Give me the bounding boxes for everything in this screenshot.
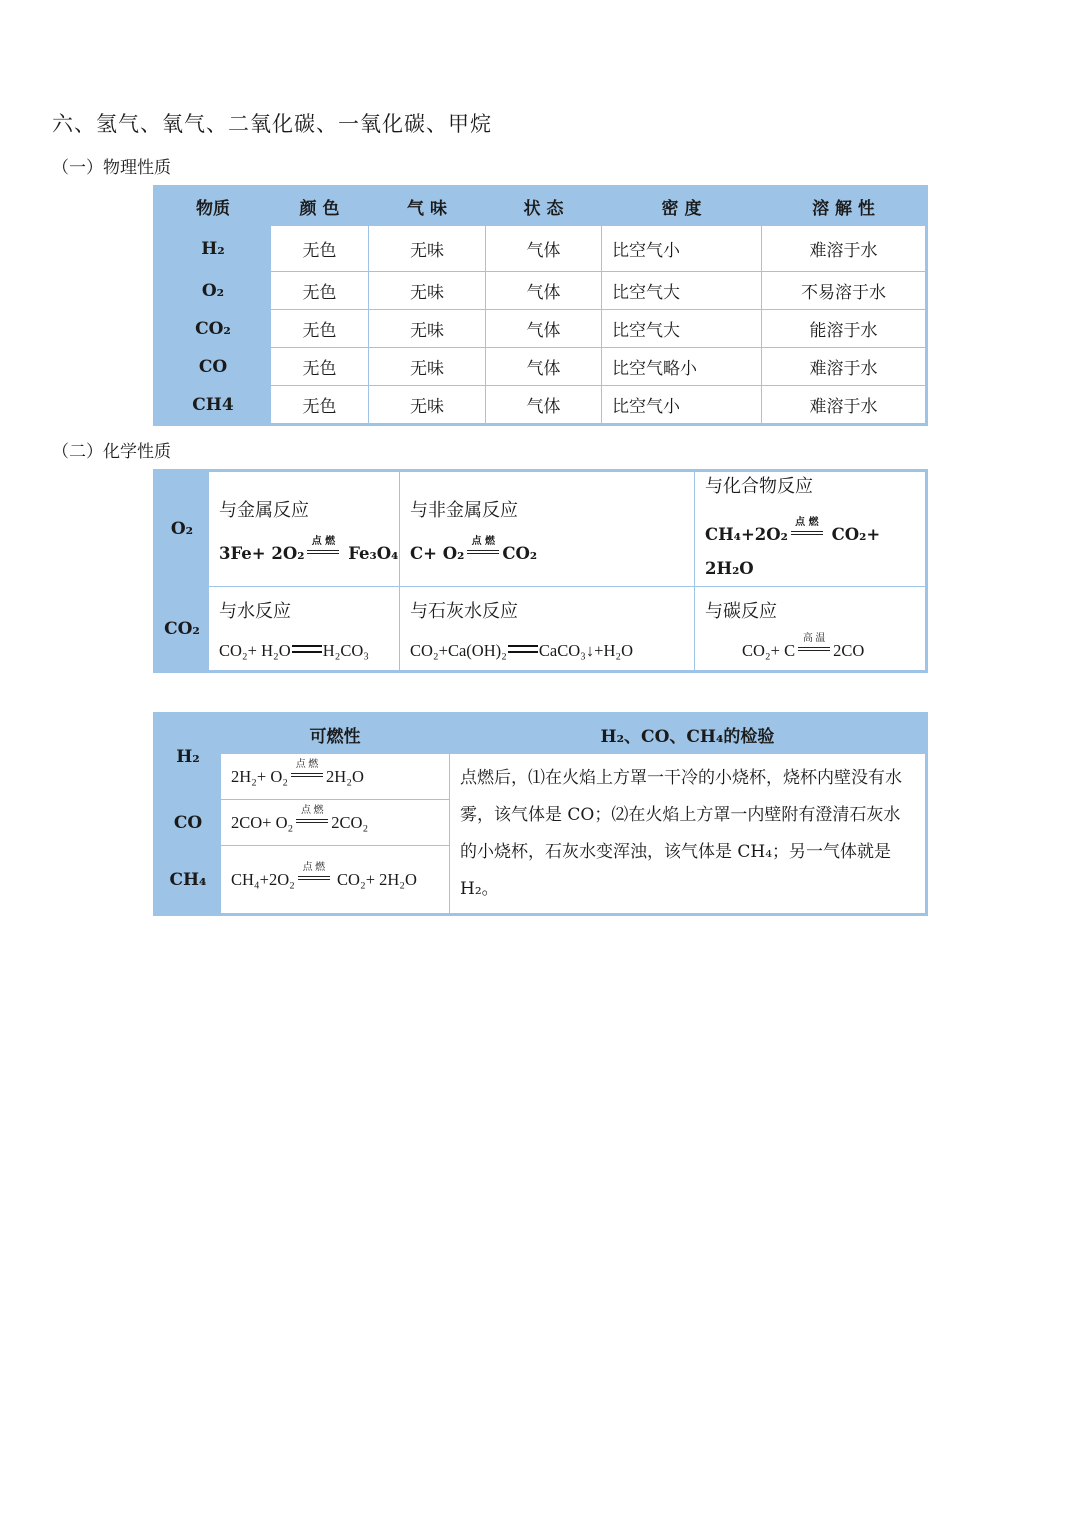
reaction-cell: [400, 472, 695, 587]
condition-text: 高 温: [802, 632, 826, 644]
condition-mark: [291, 758, 323, 784]
reaction-cell: [695, 472, 926, 587]
density-cell: 比空气略小: [602, 348, 762, 386]
equals-mark: [292, 645, 322, 653]
solubility-cell: 难溶于水: [762, 348, 926, 386]
condition-mark: [298, 861, 330, 887]
column-header: 状 态: [486, 188, 602, 226]
solubility-cell: 能溶于水: [762, 310, 926, 348]
color-cell: 无色: [271, 272, 369, 310]
column-header: 密 度: [602, 188, 762, 226]
column-header: 溶 解 性: [762, 188, 926, 226]
equation-right: CO₂+ 2H₂O: [337, 869, 417, 889]
condition-text: 点 燃: [295, 758, 319, 770]
equation-cell: [221, 754, 450, 800]
row-label-h2: H₂: [156, 715, 221, 800]
equals-mark: [508, 645, 538, 653]
odor-cell: 无味: [369, 348, 486, 386]
equation-cell: [221, 846, 450, 914]
color-cell: 无色: [271, 310, 369, 348]
solubility-cell: 不易溶于水: [762, 272, 926, 310]
odor-cell: 无味: [369, 272, 486, 310]
condition-mark: [467, 535, 499, 561]
state-cell: 气体: [486, 310, 602, 348]
color-cell: 无色: [271, 386, 369, 424]
equation-right: 2H₂O: [326, 766, 364, 786]
equation-left: 2CO+ O₂: [231, 812, 294, 832]
equation-right: H₂CO₃: [322, 640, 370, 660]
column-header-test: H₂、CO、CH₄的检验: [450, 715, 926, 754]
row-label-co2: CO₂: [156, 587, 209, 671]
reaction-title: 与碳反应: [705, 600, 777, 622]
reaction-cell: [400, 587, 695, 671]
reaction-cell: [209, 472, 400, 587]
solubility-cell: 难溶于水: [762, 386, 926, 424]
substance-cell: CO: [156, 348, 271, 386]
table-header-row: [156, 715, 926, 754]
table-row: [156, 272, 926, 310]
equation-left: 2H₂+ O₂: [231, 766, 289, 786]
row-label-ch4: CH₄: [156, 846, 221, 914]
density-cell: 比空气小: [602, 386, 762, 424]
equation-right: CO₂+: [831, 525, 881, 544]
reaction-cell: [695, 587, 926, 671]
table-header-row: [156, 188, 926, 226]
state-cell: 气体: [486, 348, 602, 386]
equation-right: 2CO₂: [331, 812, 369, 832]
table-row: [156, 226, 926, 272]
equation-right: CaCO₃↓+H₂O: [538, 640, 634, 660]
equation-right: 2CO: [833, 640, 865, 660]
page-title: 六、氢气、氧气、二氧化碳、一氧化碳、甲烷: [52, 112, 492, 136]
solubility-cell: 难溶于水: [762, 226, 926, 272]
table-row: [156, 587, 926, 671]
section-chemical-title: （二）化学性质: [52, 442, 171, 462]
reaction-equation: [219, 535, 399, 563]
color-cell: 无色: [271, 226, 369, 272]
combustion-test-table: [155, 714, 926, 914]
reaction-equation: [410, 535, 694, 563]
reaction-equation: [705, 518, 925, 586]
condition-text: 点 燃: [311, 535, 336, 547]
reaction-equation: [219, 641, 399, 661]
chemical-properties-table: [155, 471, 926, 671]
state-cell: 气体: [486, 386, 602, 424]
equation-cell: [221, 800, 450, 846]
column-header: 颜 色: [271, 188, 369, 226]
equation-left: CH₄+2O₂: [705, 525, 788, 544]
table-row: [156, 386, 926, 424]
condition-mark: [798, 632, 830, 658]
equation-left: CH₄+2O₂: [231, 869, 295, 889]
reaction-title: 与非金属反应: [410, 499, 518, 521]
column-header: 气 味: [369, 188, 486, 226]
equation-right: CO₂: [502, 543, 538, 563]
condition-text: 点 燃: [302, 861, 326, 873]
equation-line2: 2H₂O: [705, 559, 754, 578]
substance-cell: O₂: [156, 272, 271, 310]
equation-left: C+ O₂: [410, 543, 465, 563]
table-row: [156, 310, 926, 348]
equation-left: CO₂+ H₂O: [219, 640, 291, 660]
condition-mark: [791, 517, 823, 542]
reaction-equation: [705, 632, 925, 661]
equation-right: Fe₃O₄: [348, 543, 399, 563]
reaction-title: 与金属反应: [219, 499, 309, 521]
condition-mark: [307, 535, 339, 561]
reaction-equation: [410, 641, 694, 661]
equation-left: CO₂+Ca(OH)₂: [410, 640, 507, 660]
substance-cell: CO₂: [156, 310, 271, 348]
physical-properties-table: [155, 187, 926, 424]
density-cell: 比空气大: [602, 272, 762, 310]
row-label-co: CO: [156, 800, 221, 846]
equation-left: 3Fe+ 2O₂: [219, 543, 305, 563]
condition-text: 点 燃: [471, 535, 496, 547]
odor-cell: 无味: [369, 310, 486, 348]
density-cell: 比空气小: [602, 226, 762, 272]
table-row: [156, 348, 926, 386]
substance-cell: H₂: [156, 226, 271, 272]
condition-text: 点 燃: [795, 517, 819, 528]
column-header-flammability: 可燃性: [221, 715, 450, 754]
reaction-cell: [209, 587, 400, 671]
reaction-title: 与化合物反应: [705, 476, 813, 497]
density-cell: 比空气大: [602, 310, 762, 348]
odor-cell: 无味: [369, 386, 486, 424]
condition-mark: [296, 804, 328, 830]
color-cell: 无色: [271, 348, 369, 386]
reaction-title: 与水反应: [219, 600, 291, 622]
reaction-title: 与石灰水反应: [410, 600, 518, 622]
column-header: 物质: [156, 188, 271, 226]
table-row: [156, 754, 926, 800]
equation-left: CO₂+ C: [742, 640, 796, 660]
section-physical-title: （一）物理性质: [52, 158, 171, 178]
condition-text: 点 燃: [301, 804, 324, 816]
state-cell: 气体: [486, 226, 602, 272]
odor-cell: 无味: [369, 226, 486, 272]
table-row: [156, 472, 926, 587]
row-label-o2: O₂: [156, 472, 209, 587]
test-description: 点燃后，⑴在火焰上方罩一干冷的小烧杯，烧杯内壁没有水雾，该气体是 CO；⑵在火焰上方罩一内壁附有澄清石灰水的小烧杯，石灰水变浑浊，该气体是 CH₄；另一气体就是 H₂。: [450, 754, 926, 914]
state-cell: 气体: [486, 272, 602, 310]
substance-cell: CH4: [156, 386, 271, 424]
